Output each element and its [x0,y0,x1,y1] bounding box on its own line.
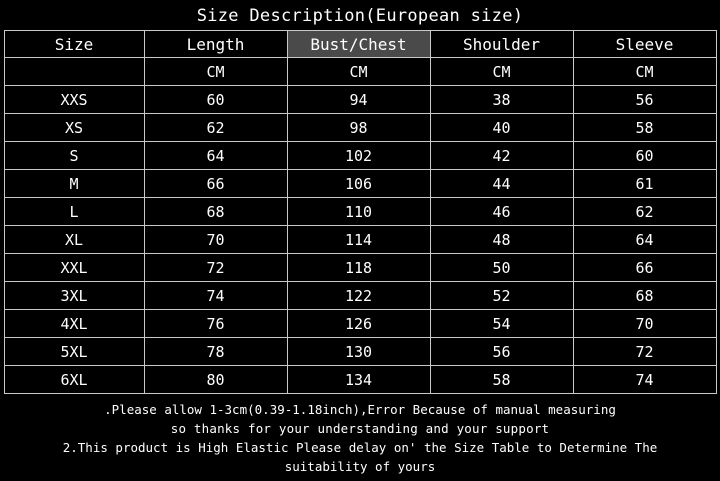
cell-length: 74 [144,282,287,310]
cell-sleeve: 70 [573,310,716,338]
column-header-sleeve: Sleeve [573,31,716,58]
cell-bust: 98 [287,114,430,142]
table-row [4,114,716,142]
cell-bust: 94 [287,86,430,114]
cell-size: XXS [4,86,144,114]
table-row [4,338,716,366]
table-row [4,226,716,254]
table-row [4,310,716,338]
column-header-shoulder: Shoulder [430,31,573,58]
cell-shoulder: 50 [430,254,573,282]
cell-size: 3XL [4,282,144,310]
cell-sleeve: 56 [573,86,716,114]
table-row [4,86,716,114]
cell-size: M [4,170,144,198]
table-row [4,142,716,170]
column-header-length: Length [144,31,287,58]
cell-size: 4XL [4,310,144,338]
cell-bust: 106 [287,170,430,198]
cell-sleeve: 68 [573,282,716,310]
cell-shoulder: 40 [430,114,573,142]
cell-sleeve: 61 [573,170,716,198]
cell-length: 66 [144,170,287,198]
column-header-size: Size [4,31,144,58]
cell-shoulder: 52 [430,282,573,310]
cell-shoulder: 56 [430,338,573,366]
cell-shoulder: 48 [430,226,573,254]
table-row [4,170,716,198]
note-line-4: suitability of yours [284,459,436,474]
cell-size: XS [4,114,144,142]
cell-shoulder: 46 [430,198,573,226]
note-line-1: .Please allow 1-3cm(0.39-1.18inch),Error Because of manual measuring [104,402,616,417]
unit-cell-bust-chest: CM [287,58,430,86]
cell-bust: 130 [287,338,430,366]
cell-length: 76 [144,310,287,338]
cell-bust: 134 [287,366,430,394]
cell-size: XL [4,226,144,254]
cell-length: 60 [144,86,287,114]
page-title: Size Description(European size) [196,6,524,26]
cell-bust: 102 [287,142,430,170]
cell-size: 5XL [4,338,144,366]
column-header-bust-chest: Bust/Chest [287,31,430,58]
unit-cell-shoulder: CM [430,58,573,86]
cell-sleeve: 58 [573,114,716,142]
cell-bust: 114 [287,226,430,254]
cell-bust: 126 [287,310,430,338]
table-row [4,366,716,394]
cell-length: 68 [144,198,287,226]
cell-shoulder: 54 [430,310,573,338]
cell-sleeve: 66 [573,254,716,282]
table-row [4,282,716,310]
table-row [4,254,716,282]
note-line-2: so thanks for your understanding and your support [170,421,550,436]
cell-sleeve: 62 [573,198,716,226]
note-line-3: 2.This product is High Elastic Please delay on' the Size Table to Determine The [62,440,658,455]
cell-shoulder: 44 [430,170,573,198]
cell-sleeve: 72 [573,338,716,366]
cell-shoulder: 42 [430,142,573,170]
cell-bust: 110 [287,198,430,226]
cell-sleeve: 74 [573,366,716,394]
notes-block [0,394,720,476]
size-table [4,30,717,394]
cell-sleeve: 64 [573,226,716,254]
cell-length: 80 [144,366,287,394]
cell-sleeve: 60 [573,142,716,170]
cell-length: 72 [144,254,287,282]
table-row [4,198,716,226]
cell-shoulder: 38 [430,86,573,114]
cell-size: S [4,142,144,170]
cell-length: 64 [144,142,287,170]
cell-size: 6XL [4,366,144,394]
cell-bust: 118 [287,254,430,282]
cell-shoulder: 58 [430,366,573,394]
cell-length: 78 [144,338,287,366]
unit-cell-size [4,58,144,86]
unit-cell-sleeve: CM [573,58,716,86]
cell-size: XXL [4,254,144,282]
cell-size: L [4,198,144,226]
cell-length: 70 [144,226,287,254]
cell-bust: 122 [287,282,430,310]
unit-cell-length: CM [144,58,287,86]
table-header-row [4,31,716,58]
cell-length: 62 [144,114,287,142]
unit-row [4,58,716,86]
